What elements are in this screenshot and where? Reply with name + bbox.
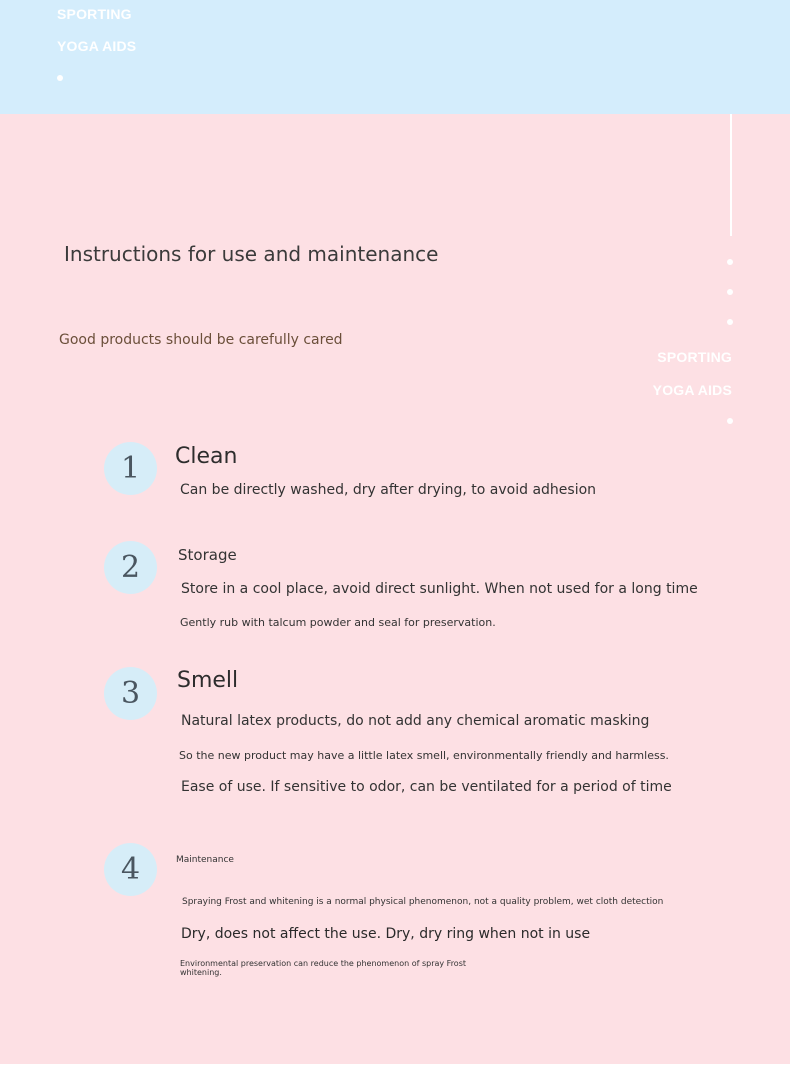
step-2-line-1: Store in a cool place, avoid direct sunlight. When not used for a long time [181, 581, 698, 597]
header-dot [57, 75, 63, 81]
step-heading-maintenance: Maintenance [176, 855, 234, 865]
step-3-line-1: Natural latex products, do not add any chemical aromatic masking [181, 713, 650, 729]
side-dot-1 [727, 259, 733, 265]
side-dot-4 [727, 418, 733, 424]
page-subtitle: Good products should be carefully cared [59, 332, 343, 348]
step-1-line-1: Can be directly washed, dry after drying, to avoid adhesion [180, 482, 597, 498]
header-brand-line-2: YOGA AIDS [57, 38, 137, 54]
page-title: Instructions for use and maintenance [64, 242, 439, 266]
step-heading-clean: Clean [175, 444, 238, 469]
header-brand-line-1: SPORTING [57, 6, 132, 22]
step-heading-smell: Smell [177, 668, 239, 693]
step-4-line-3: Environmental preservation can reduce the phenomenon of spray Frost [180, 959, 467, 968]
step-heading-storage: Storage [178, 546, 237, 564]
side-dot-3 [727, 319, 733, 325]
step-number-1: 1 [104, 442, 157, 495]
side-brand-line-1: SPORTING [657, 349, 732, 365]
decorative-vertical-line [730, 114, 732, 236]
step-number-3: 3 [104, 667, 157, 720]
step-4-line-1: Spraying Frost and whitening is a normal physical phenomenon, not a quality problem, wet cloth detection [182, 897, 664, 907]
step-number-4: 4 [104, 843, 157, 896]
step-3-line-3: Ease of use. If sensitive to odor, can be ventilated for a period of time [181, 779, 672, 795]
side-brand-line-2: YOGA AIDS [652, 382, 732, 398]
step-number-2: 2 [104, 541, 157, 594]
side-dot-2 [727, 289, 733, 295]
step-4-line-4: whitening. [180, 968, 222, 977]
step-2-line-2: Gently rub with talcum powder and seal for preservation. [180, 616, 496, 629]
step-3-line-2: So the new product may have a little latex smell, environmentally friendly and harmless. [179, 749, 669, 762]
step-4-line-2: Dry, does not affect the use. Dry, dry ring when not in use [181, 926, 591, 942]
